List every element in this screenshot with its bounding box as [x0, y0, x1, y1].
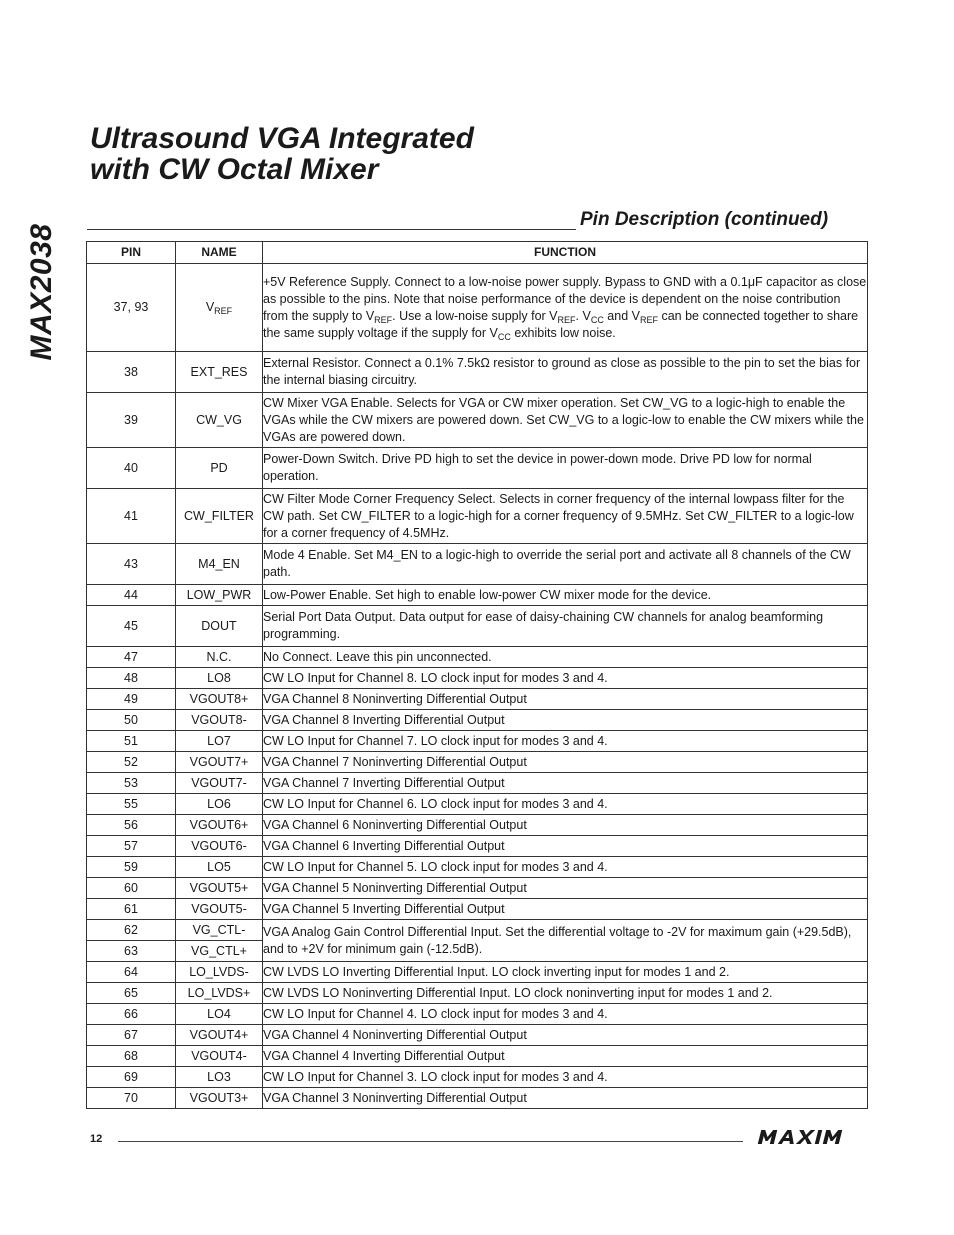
pin-name-cell: LO8 [176, 668, 263, 689]
pin-name-cell: VGOUT8- [176, 710, 263, 731]
footer-divider [118, 1141, 743, 1142]
table-row [87, 668, 868, 689]
pin-function-cell: Power-Down Switch. Drive PD high to set the device in power-down mode. Drive PD low for normal operation. [263, 448, 868, 489]
pin-function-cell: CW LO Input for Channel 8. LO clock input for modes 3 and 4. [263, 668, 868, 689]
side-part-number-text: MAX2038 [25, 223, 58, 361]
pin-number-cell: 38 [87, 352, 176, 393]
pin-function-cell: +5V Reference Supply. Connect to a low-noise power supply. Bypass to GND with a 0.1μF capacitor as close as possible to the pins. Note that noise performance of the device is dependent on the noise contribution from the supply to $V_{REF}$. Use a low-noise supply for $V_{REF}$. $V_{CC}$ and $V_{REF}$ can be connected together to share the same supply voltage if the supply for $V_{CC}$ exhibits low noise. [263, 264, 868, 352]
section-divider [87, 229, 576, 230]
pin-name-cell: VGOUT6+ [176, 815, 263, 836]
table-row [87, 710, 868, 731]
pin-name-cell: CW_VG [176, 393, 263, 448]
table-row [87, 752, 868, 773]
table-row [87, 448, 868, 489]
pin-name-cell: VGOUT4+ [176, 1025, 263, 1046]
table-row [87, 264, 868, 352]
pin-function-cell: No Connect. Leave this pin unconnected. [263, 647, 868, 668]
table-row [87, 689, 868, 710]
pin-function-cell: VGA Channel 6 Noninverting Differential Output [263, 815, 868, 836]
pin-number-cell: 70 [87, 1088, 176, 1109]
pin-function-cell: CW LO Input for Channel 3. LO clock input for modes 3 and 4. [263, 1067, 868, 1088]
pin-description-table [86, 241, 868, 1109]
pin-number-cell: 56 [87, 815, 176, 836]
pin-function-cell: VGA Channel 5 Noninverting Differential Output [263, 878, 868, 899]
table-row [87, 899, 868, 920]
pin-name-cell: VGOUT7+ [176, 752, 263, 773]
table-row [87, 773, 868, 794]
pin-name-cell: LO6 [176, 794, 263, 815]
pin-function-cell: CW LVDS LO Noninverting Differential Input. LO clock noninverting input for modes 1 and 2. [263, 983, 868, 1004]
pin-name-cell: LOW_PWR [176, 585, 263, 606]
table-row [87, 731, 868, 752]
pin-number-cell: 40 [87, 448, 176, 489]
pin-number-cell: 60 [87, 878, 176, 899]
pin-number-cell: 65 [87, 983, 176, 1004]
pin-function-cell: Serial Port Data Output. Data output for ease of daisy-chaining CW channels for analog beamforming programming. [263, 606, 868, 647]
table-row [87, 352, 868, 393]
name-column-header: NAME [176, 242, 263, 264]
pin-number-cell: 50 [87, 710, 176, 731]
pin-name-cell: M4_EN [176, 544, 263, 585]
pin-name-cell: VGOUT3+ [176, 1088, 263, 1109]
pin-function-cell: CW Mixer VGA Enable. Selects for VGA or CW mixer operation. Set CW_VG to a logic-high to enable the VGAs while the CW mixers are powered down. Set CW_VG to a logic-low to enable the CW mixers while the VGAs are powered down. [263, 393, 868, 448]
pin-number-cell: 69 [87, 1067, 176, 1088]
table-row [87, 544, 868, 585]
table-row [87, 585, 868, 606]
section-title: Pin Description (continued) [580, 209, 829, 230]
pin-name-cell: LO3 [176, 1067, 263, 1088]
pin-number-cell: 49 [87, 689, 176, 710]
pin-function-cell: VGA Channel 4 Inverting Differential Output [263, 1046, 868, 1067]
pin-function-cell: CW LO Input for Channel 5. LO clock input for modes 3 and 4. [263, 857, 868, 878]
pin-name-cell: VG_CTL- [176, 920, 263, 941]
pin-name-cell: CW_FILTER [176, 489, 263, 544]
table-row [87, 920, 868, 941]
pin-function-cell: VGA Analog Gain Control Differential Input. Set the differential voltage to -2V for maximum gain (+29.5dB), and to +2V for minimum gain (-12.5dB). [263, 920, 868, 962]
pin-name-cell: VGOUT7- [176, 773, 263, 794]
pin-number-cell: 67 [87, 1025, 176, 1046]
pin-name-cell: VGOUT4- [176, 1046, 263, 1067]
pin-name-cell: VGOUT5- [176, 899, 263, 920]
document-title-line-1: Ultrasound VGA Integrated [90, 122, 474, 155]
pin-number-cell: 63 [87, 941, 176, 962]
pin-function-cell: VGA Channel 4 Noninverting Differential Output [263, 1025, 868, 1046]
pin-function-cell: CW LO Input for Channel 6. LO clock input for modes 3 and 4. [263, 794, 868, 815]
pin-name-cell: VGOUT5+ [176, 878, 263, 899]
pin-table-body [87, 264, 868, 1109]
page-number: 12 [90, 1133, 103, 1145]
pin-function-cell: VGA Channel 7 Noninverting Differential Output [263, 752, 868, 773]
table-row [87, 815, 868, 836]
pin-number-cell: 61 [87, 899, 176, 920]
side-part-number [14, 207, 70, 377]
table-row [87, 962, 868, 983]
pin-name-cell: VGOUT8+ [176, 689, 263, 710]
table-row [87, 1025, 868, 1046]
pin-name-cell: N.C. [176, 647, 263, 668]
pin-function-cell: VGA Channel 7 Inverting Differential Output [263, 773, 868, 794]
table-row [87, 647, 868, 668]
pin-column-header: PIN [87, 242, 176, 264]
table-row [87, 794, 868, 815]
pin-number-cell: 59 [87, 857, 176, 878]
table-row [87, 489, 868, 544]
pin-name-cell: DOUT [176, 606, 263, 647]
pin-number-cell: 62 [87, 920, 176, 941]
pin-number-cell: 51 [87, 731, 176, 752]
document-title [90, 123, 474, 185]
table-row [87, 1067, 868, 1088]
document-title-line-2: with CW Octal Mixer [90, 153, 379, 186]
pin-name-cell: LO5 [176, 857, 263, 878]
pin-function-cell: External Resistor. Connect a 0.1% 7.5kΩ resistor to ground as close as possible to the pin to set the bias for the internal biasing circuitry. [263, 352, 868, 393]
table-header-row [87, 242, 868, 264]
pin-name-cell: PD [176, 448, 263, 489]
pin-function-cell: CW LO Input for Channel 4. LO clock input for modes 3 and 4. [263, 1004, 868, 1025]
pin-name-cell: VG_CTL+ [176, 941, 263, 962]
pin-function-cell: VGA Channel 8 Noninverting Differential Output [263, 689, 868, 710]
pin-name-cell: VGOUT6- [176, 836, 263, 857]
pin-number-cell: 53 [87, 773, 176, 794]
maxim-logo [756, 1127, 866, 1145]
pin-name-cell: EXT_RES [176, 352, 263, 393]
function-column-header: FUNCTION [263, 242, 868, 264]
pin-number-cell: 37, 93 [87, 264, 176, 352]
pin-function-cell: VGA Channel 6 Inverting Differential Output [263, 836, 868, 857]
table-row [87, 983, 868, 1004]
table-row [87, 606, 868, 647]
table-row [87, 1004, 868, 1025]
pin-name-cell: LO_LVDS+ [176, 983, 263, 1004]
pin-function-cell: Low-Power Enable. Set high to enable low-power CW mixer mode for the device. [263, 585, 868, 606]
pin-number-cell: 64 [87, 962, 176, 983]
pin-number-cell: 45 [87, 606, 176, 647]
pin-function-cell: CW LO Input for Channel 7. LO clock input for modes 3 and 4. [263, 731, 868, 752]
pin-function-cell: VGA Channel 3 Noninverting Differential Output [263, 1088, 868, 1109]
table-row [87, 836, 868, 857]
pin-number-cell: 44 [87, 585, 176, 606]
pin-function-cell: CW Filter Mode Corner Frequency Select. Selects in corner frequency of the internal lowpass filter for the CW path. Set CW_FILTER to a logic-high for a corner frequency of 9.5MHz. Set CW_FILTER to a logic-low for a corner frequency of 4.5MHz. [263, 489, 868, 544]
pin-number-cell: 52 [87, 752, 176, 773]
pin-number-cell: 47 [87, 647, 176, 668]
pin-function-cell: Mode 4 Enable. Set M4_EN to a logic-high to override the serial port and activate all 8 channels of the CW path. [263, 544, 868, 585]
table-row [87, 878, 868, 899]
table-row [87, 393, 868, 448]
pin-function-cell: VGA Channel 8 Inverting Differential Output [263, 710, 868, 731]
table-row [87, 1088, 868, 1109]
pin-name-cell: LO7 [176, 731, 263, 752]
pin-function-cell: CW LVDS LO Inverting Differential Input. LO clock inverting input for modes 1 and 2. [263, 962, 868, 983]
pin-number-cell: 43 [87, 544, 176, 585]
table-row [87, 1046, 868, 1067]
pin-number-cell: 57 [87, 836, 176, 857]
pin-number-cell: 66 [87, 1004, 176, 1025]
pin-number-cell: 48 [87, 668, 176, 689]
pin-number-cell: 55 [87, 794, 176, 815]
pin-function-cell: VGA Channel 5 Inverting Differential Output [263, 899, 868, 920]
pin-name-cell: $V_{REF}$ [176, 264, 263, 352]
pin-number-cell: 68 [87, 1046, 176, 1067]
table-row [87, 857, 868, 878]
pin-number-cell: 39 [87, 393, 176, 448]
pin-name-cell: LO_LVDS- [176, 962, 263, 983]
pin-name-cell: LO4 [176, 1004, 263, 1025]
pin-number-cell: 41 [87, 489, 176, 544]
